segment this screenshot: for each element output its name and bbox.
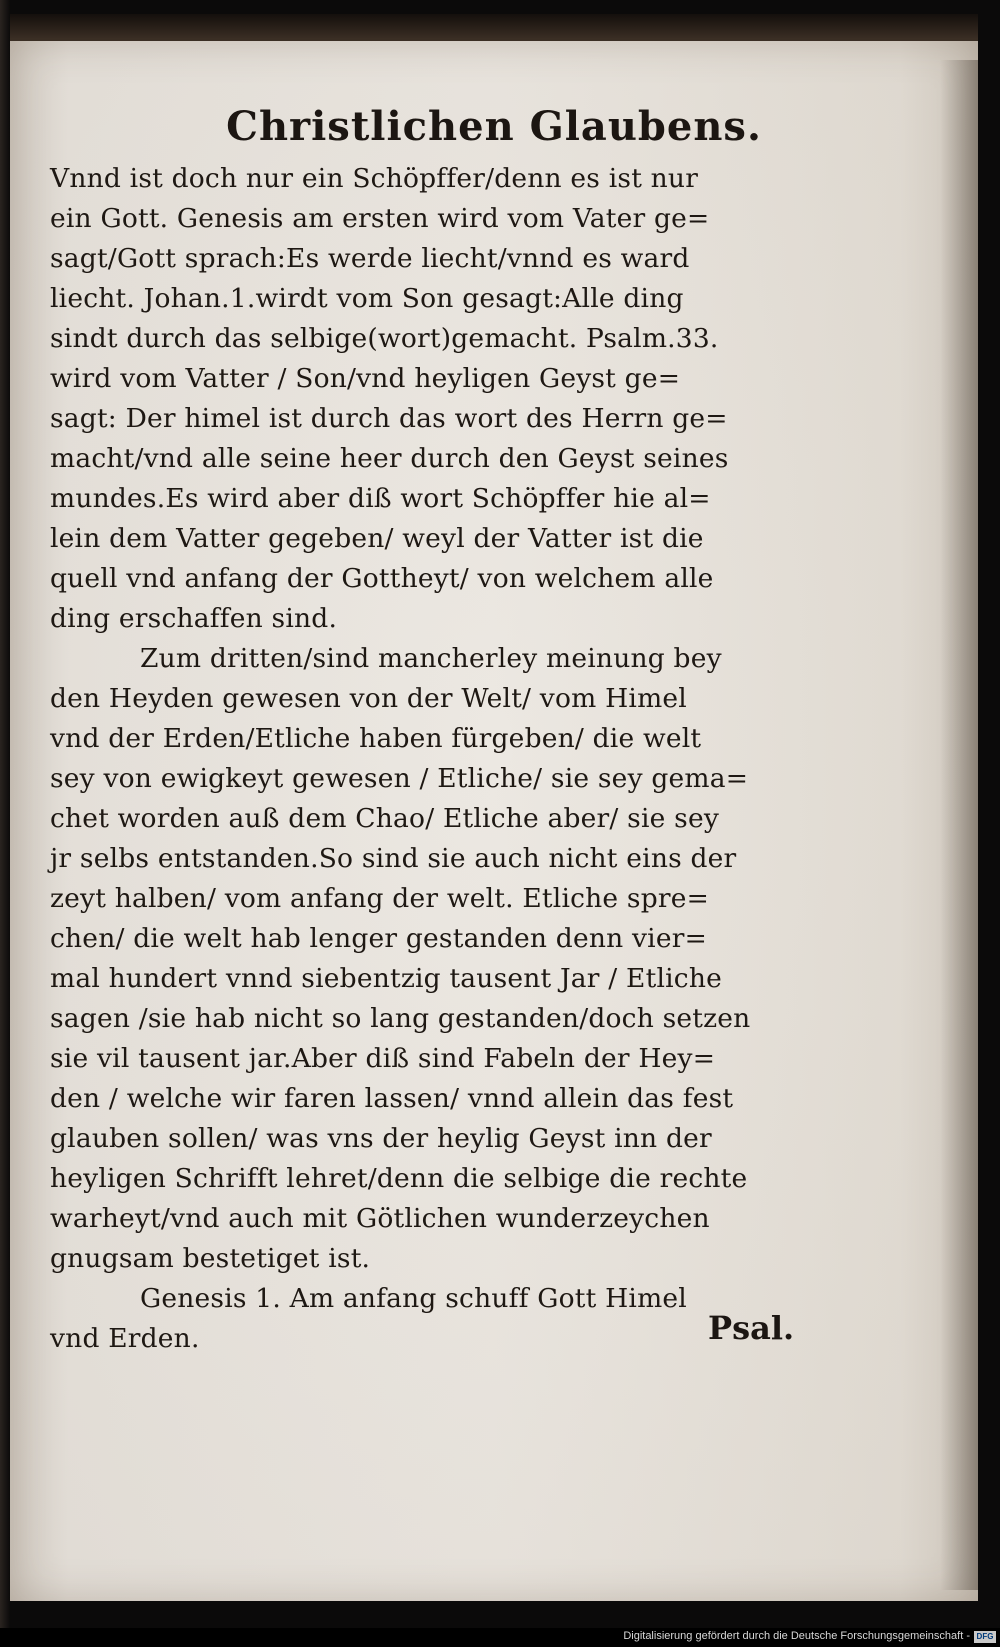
text-line: zeyt halben/ vom anfang der welt. Etliche spre= (50, 883, 710, 914)
text-line: macht/vnd alle seine heer durch den Geyst seines (50, 443, 729, 474)
text-line: den Heyden gewesen von der Welt/ vom Himel (50, 683, 687, 714)
paragraph-start-line: Zum dritten/sind mancherley meinung bey (140, 643, 722, 674)
dfg-logo-icon: DFG (974, 1631, 996, 1643)
text-line: sagt/Gott sprach:Es werde liecht/vnnd es ward (50, 243, 690, 274)
page-top-shadow (10, 14, 978, 40)
text-line: mal hundert vnnd siebentzig tausent Jar / Etliche (50, 963, 722, 994)
funding-credit: Digitalisierung gefördert durch die Deutsche Forschungsgemeinschaft - (623, 1630, 970, 1642)
text-line: gnugsam bestetiget ist. (50, 1243, 371, 1274)
text-line: sagt: Der himel ist durch das wort des Herrn ge= (50, 403, 728, 434)
text-line: lein dem Vatter gegeben/ weyl der Vatter ist die (50, 523, 704, 554)
text-line: jr selbs entstanden.So sind sie auch nicht eins der (50, 843, 737, 874)
text-line: wird vom Vatter / Son/vnd heyligen Geyst ge= (50, 363, 681, 394)
text-line: sie vil tausent jar.Aber diß sind Fabeln der Hey= (50, 1043, 716, 1074)
text-line: chen/ die welt hab lenger gestanden denn vier= (50, 923, 707, 954)
text-line: mundes.Es wird aber diß wort Schöpffer hie al= (50, 483, 711, 514)
text-line: heyligen Schrifft lehret/denn die selbige die rechte (50, 1163, 748, 1194)
text-line: quell vnd anfang der Gottheyt/ von welchem alle (50, 563, 714, 594)
book-page (10, 38, 978, 1601)
running-head: Christlichen Glaubens. (226, 103, 762, 150)
text-line: sey von ewigkeyt gewesen / Etliche/ sie sey gema= (50, 763, 749, 794)
text-line: ding erschaffen sind. (50, 603, 338, 634)
viewer-left-edge (0, 0, 10, 1647)
text-line: chet worden auß dem Chao/ Etliche aber/ sie sey (50, 803, 720, 834)
text-line: warheyt/vnd auch mit Götlichen wunderzeychen (50, 1203, 710, 1234)
catchword: Psal. (708, 1309, 795, 1347)
text-line: liecht. Johan.1.wirdt vom Son gesagt:Alle ding (50, 283, 684, 314)
text-line: ein Gott. Genesis am ersten wird vom Vater ge= (50, 203, 710, 234)
text-line: sagen /sie hab nicht so lang gestanden/doch setzen (50, 1003, 751, 1034)
text-line: vnd Erden. (50, 1323, 200, 1354)
page-edge-shadow (940, 60, 978, 1590)
text-line: glauben sollen/ was vns der heylig Geyst inn der (50, 1123, 712, 1154)
text-line: Vnnd ist doch nur ein Schöpffer/denn es ist nur (50, 163, 699, 194)
text-block (50, 159, 850, 1359)
text-line: vnd der Erden/Etliche haben fürgeben/ die welt (50, 723, 702, 754)
text-line: sindt durch das selbige(wort)gemacht. Psalm.33. (50, 323, 719, 354)
text-line: den / welche wir faren lassen/ vnnd allein das fest (50, 1083, 734, 1114)
paragraph-start-line: Genesis 1. Am anfang schuff Gott Himel (140, 1283, 687, 1314)
